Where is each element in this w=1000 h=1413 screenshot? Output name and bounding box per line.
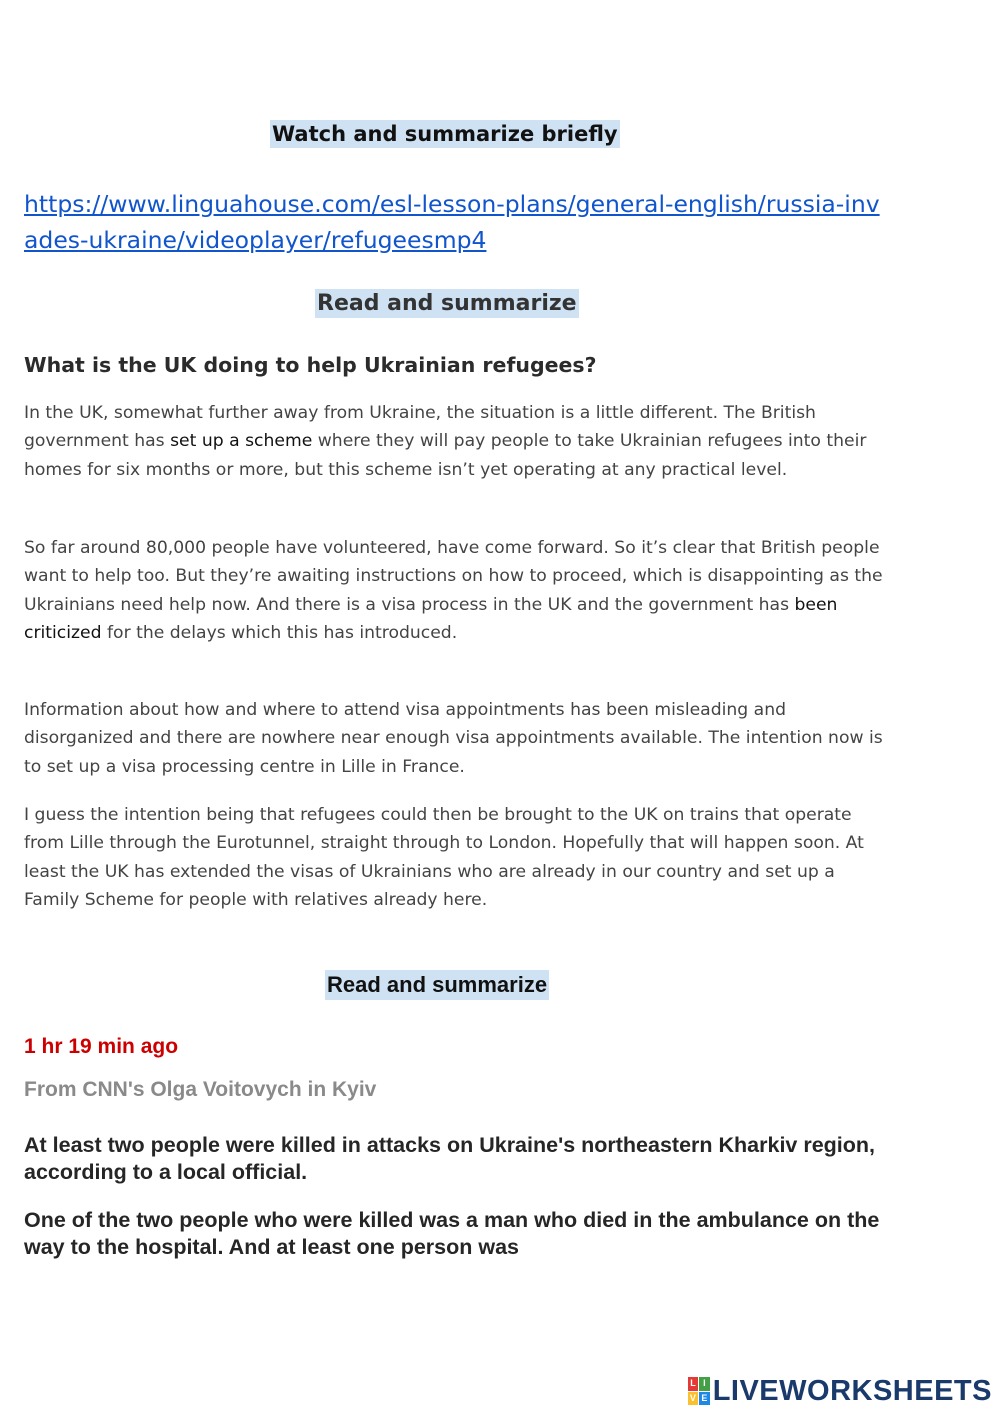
liveworksheets-brand xyxy=(688,1373,992,1409)
paragraph-2-part-c: for the delays which this has introduced. xyxy=(101,622,458,643)
video-link[interactable]: https://www.linguahouse.com/esl-lesson-plans/general-english/russia-invades-ukraine/videoplayer/refugeesmp4 xyxy=(24,190,880,254)
paragraph-3: Information about how and where to attend visa appointments has been misleading and disorganized and there are nowhere near enough visa appointments available. The intention now is to set up a visa processing centre in Lille in France. xyxy=(24,700,883,777)
article-question-title: What is the UK doing to help Ukrainian refugees? xyxy=(24,353,597,377)
paragraph-1 xyxy=(24,399,894,484)
news-paragraph-1: At least two people were killed in attacks on Ukraine's northeastern Kharkiv region, according to a local official. xyxy=(24,1133,876,1184)
logo-letter-i: I xyxy=(699,1377,710,1391)
paragraph-2 xyxy=(24,534,894,647)
paragraph-1-part-a: In the UK, somewhat further away from Ukraine, the situation is a little different. The British government has xyxy=(24,403,816,452)
phrase-set-up-a-scheme: set up a scheme xyxy=(170,431,313,452)
paragraph-1-part-c: where they will pay people to take Ukrainian refugees into their homes for six months or more, but this scheme isn’t yet operating at any practical level. xyxy=(24,431,867,480)
paragraph-2-part-a: So far around 80,000 people have volunteered, have come forward. So it’s clear that British people want to help too. But they’re awaiting instructions on how to proceed, which is disappointing as the Ukrainians need help now. And there is a visa process in the UK and the government has xyxy=(24,538,883,615)
logo-letter-l: L xyxy=(688,1377,699,1391)
brand-name: LIVEWORKSHEETS xyxy=(712,1374,992,1407)
phrase-been-criticized: been criticized xyxy=(24,594,838,643)
news-byline: From CNN's Olga Voitovych in Kyiv xyxy=(24,1078,377,1101)
watch-heading: Watch and summarize briefly xyxy=(272,122,618,146)
paragraph-4: I guess the intention being that refugees could then be brought to the UK on trains that operate from Lille through the Eurotunnel, straight through to London. Hopefully that will happen soon. At least the UK has extended the visas of Ukrainians who are already in our country and set up a Family Scheme for people with relatives already here. xyxy=(24,805,864,910)
news-timestamp: 1 hr 19 min ago xyxy=(24,1035,179,1058)
read-heading-1: Read and summarize xyxy=(317,291,577,316)
liveworksheets-logo-icon xyxy=(688,1377,710,1405)
read-heading-2: Read and summarize xyxy=(325,970,549,1000)
logo-letter-e: E xyxy=(699,1392,710,1406)
logo-letter-v: V xyxy=(688,1392,699,1406)
news-paragraph-2: One of the two people who were killed was a man who died in the ambulance on the way to the hospital. And at least one person was xyxy=(24,1208,880,1259)
